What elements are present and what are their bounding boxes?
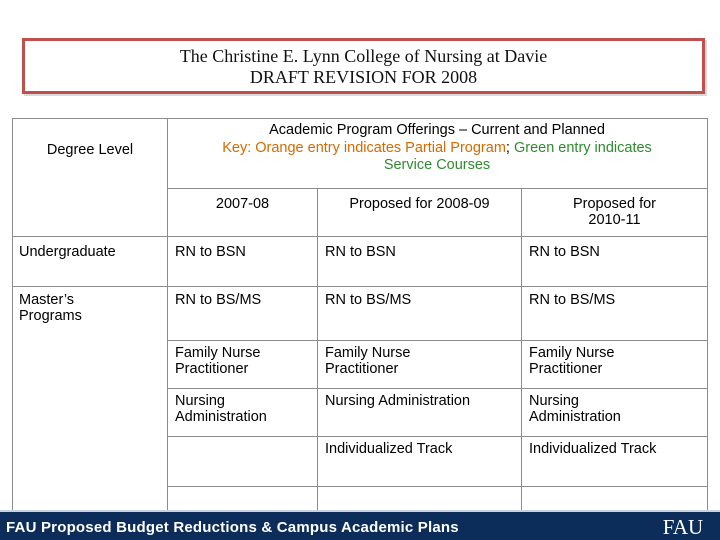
column-header-2010-11-line1: Proposed for xyxy=(572,196,657,212)
slide-title-line2: DRAFT REVISION FOR 2008 xyxy=(249,67,478,87)
footer-bar xyxy=(0,510,720,540)
table-cell xyxy=(529,393,621,425)
table-cell: RN to BSN xyxy=(529,244,600,260)
degree-level-header: Degree Level xyxy=(46,142,134,158)
table-cell: Individualized Track xyxy=(529,441,657,457)
table-cell: Nursing Administration xyxy=(325,393,471,409)
degree-level-masters xyxy=(19,292,82,324)
key-line xyxy=(170,140,704,158)
cell-line: Family Nurse xyxy=(175,345,261,361)
slide-title-line1: The Christine E. Lynn College of Nursing at Davie xyxy=(179,46,548,66)
key-green-entry-line2: Service Courses xyxy=(383,157,491,173)
cell-line: Practitioner xyxy=(325,361,399,377)
table-cell xyxy=(325,345,410,377)
table-cell xyxy=(529,345,614,377)
cell-line: Practitioner xyxy=(175,361,249,377)
column-header-2008-09: Proposed for 2008-09 xyxy=(349,196,490,212)
key-prefix: Key: xyxy=(222,139,256,156)
cell-line: Family Nurse xyxy=(325,345,411,361)
footer-text: FAU Proposed Budget Reductions & Campus Academic Plans xyxy=(6,519,459,536)
column-header-2010-11 xyxy=(522,196,707,228)
table-cell: RN to BS/MS xyxy=(325,292,412,308)
cell-line: Administration xyxy=(175,409,267,425)
offerings-title: Academic Program Offerings – Current and Planned xyxy=(269,122,605,138)
degree-level-masters-line1: Master’s xyxy=(19,292,75,308)
column-header-2007-08: 2007-08 xyxy=(215,196,270,212)
key-green-entry: Green entry indicates xyxy=(513,139,652,156)
slide-title-box xyxy=(22,38,705,94)
cell-line: Practitioner xyxy=(529,361,603,377)
column-header-2010-11-line2: 2010-11 xyxy=(588,212,641,228)
table-cell: RN to BSN xyxy=(325,244,396,260)
cell-line: Administration xyxy=(529,409,621,425)
degree-level-masters-line2: Programs xyxy=(19,308,82,324)
fau-logo: FAU xyxy=(662,515,704,539)
table-cell: Individualized Track xyxy=(325,441,453,457)
degree-level-undergraduate: Undergraduate xyxy=(19,244,116,260)
key-separator: ; xyxy=(505,139,514,156)
cell-line: Nursing xyxy=(529,393,579,409)
cell-line: Family Nurse xyxy=(529,345,615,361)
table-cell xyxy=(175,393,267,425)
table-cell xyxy=(175,345,260,377)
key-orange-entry: Orange entry indicates Partial Program xyxy=(255,139,506,156)
table-cell: RN to BSN xyxy=(175,244,246,260)
table-cell: RN to BS/MS xyxy=(529,292,616,308)
table-cell: RN to BS/MS xyxy=(175,292,262,308)
cell-line: Nursing xyxy=(175,393,225,409)
offerings-header xyxy=(170,122,704,175)
